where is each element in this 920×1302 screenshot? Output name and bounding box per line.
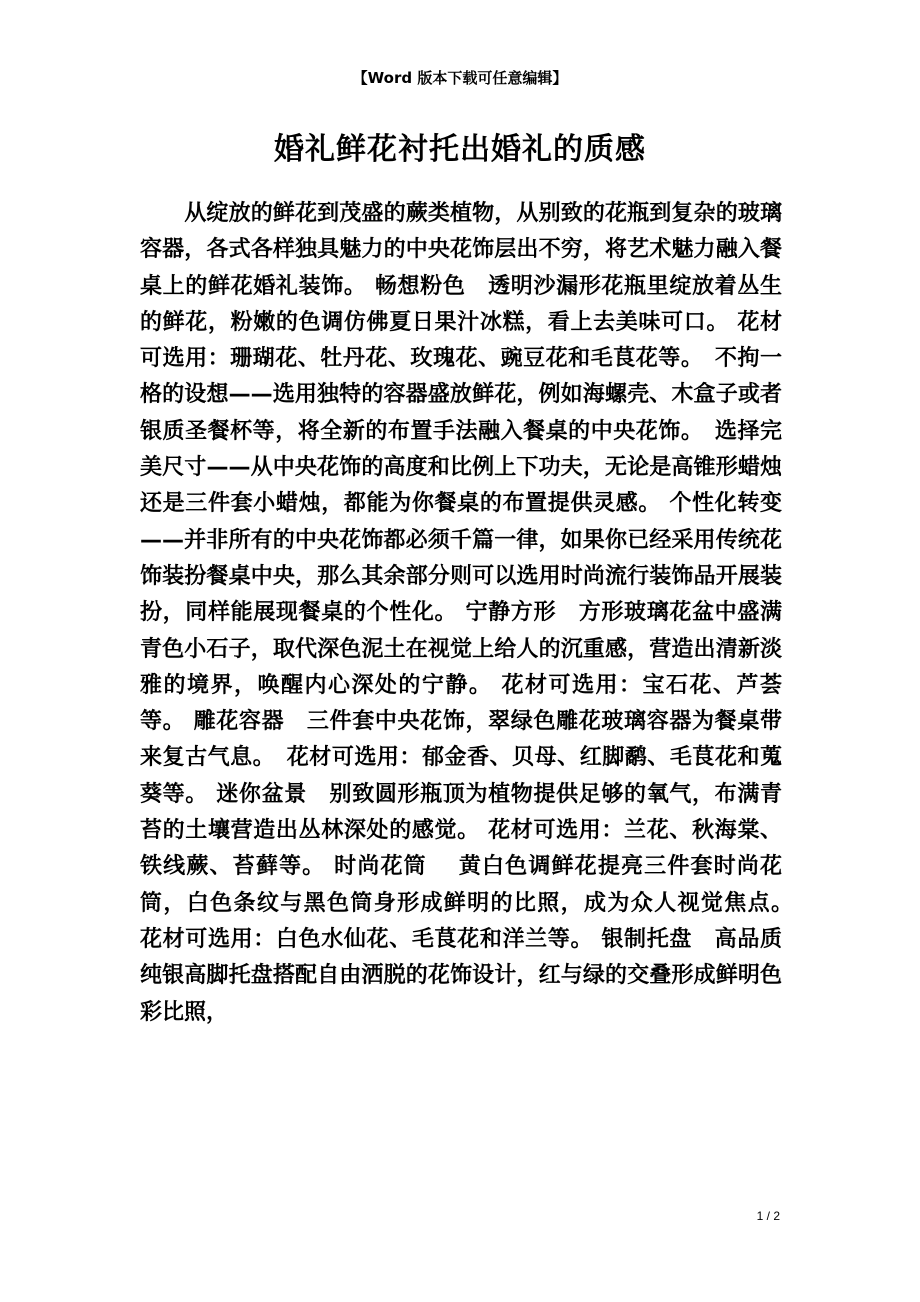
document-title: 婚礼鲜花衬托出婚礼的质感	[274, 132, 646, 167]
body-paragraph: 从绽放的鲜花到茂盛的蕨类植物，从别致的花瓶到复杂的玻璃容器，各式各样独具魅力的中央花饰层出不穷，将艺术魅力融入餐桌上的鲜花婚礼装饰。 畅想粉色 透明沙漏形花瓶里绽放着丛生的鲜花，粉嫩的色调仿佛夏日果汁冰糕，看上去美味可口。 花材可选用：珊瑚花、牡丹花、玫瑰花、豌豆花和毛茛花等。 不拘一格的设想——选用独特的容器盛放鲜花，例如海螺壳、木盒子或者银质圣餐杯等，将全新的布置手法融入餐桌的中央花饰。 选择完美尺寸——从中央花饰的高度和比例上下功夫，无论是高锥形蜡烛还是三件套小蜡烛，都能为你餐桌的布置提供灵感。 个性化转变——并非所有的中央花饰都必须千篇一律，如果你已经采用传统花饰装扮餐桌中央，那么其余部分则可以选用时尚流行装饰品开展装扮，同样能展现餐桌的个性化。 宁静方形 方形玻璃花盆中盛满青色小石子，取代深色泥土在视觉上给人的沉重感，营造出清新淡雅的境界，唤醒内心深处的宁静。 花材可选用：宝石花、芦荟等。 雕花容器 三件套中央花饰，翠绿色雕花玻璃容器为餐桌带来复古气息。 花材可选用：郁金香、贝母、红脚鹬、毛茛花和蒐葵等。 迷你盆景 别致圆形瓶顶为植物提供足够的氧气，布满青苔的土壤营造出丛林深处的感觉。 花材可选用：兰花、秋海棠、铁线蕨、苔藓等。 时尚花筒 黄白色调鲜花提亮三件套时尚花筒，白色条纹与黑色筒身形成鲜明的比照，成为众人视觉焦点。 花材可选用：白色水仙花、毛茛花和洋兰等。 银制托盘 高品质纯银高脚托盘搭配自由洒脱的花饰设计，红与绿的交叠形成鲜明色彩比照，	[140, 201, 805, 1025]
download-note: 【Word 版本下载可任意编辑】	[352, 69, 568, 87]
page-number: 1 / 2	[756, 1209, 780, 1223]
